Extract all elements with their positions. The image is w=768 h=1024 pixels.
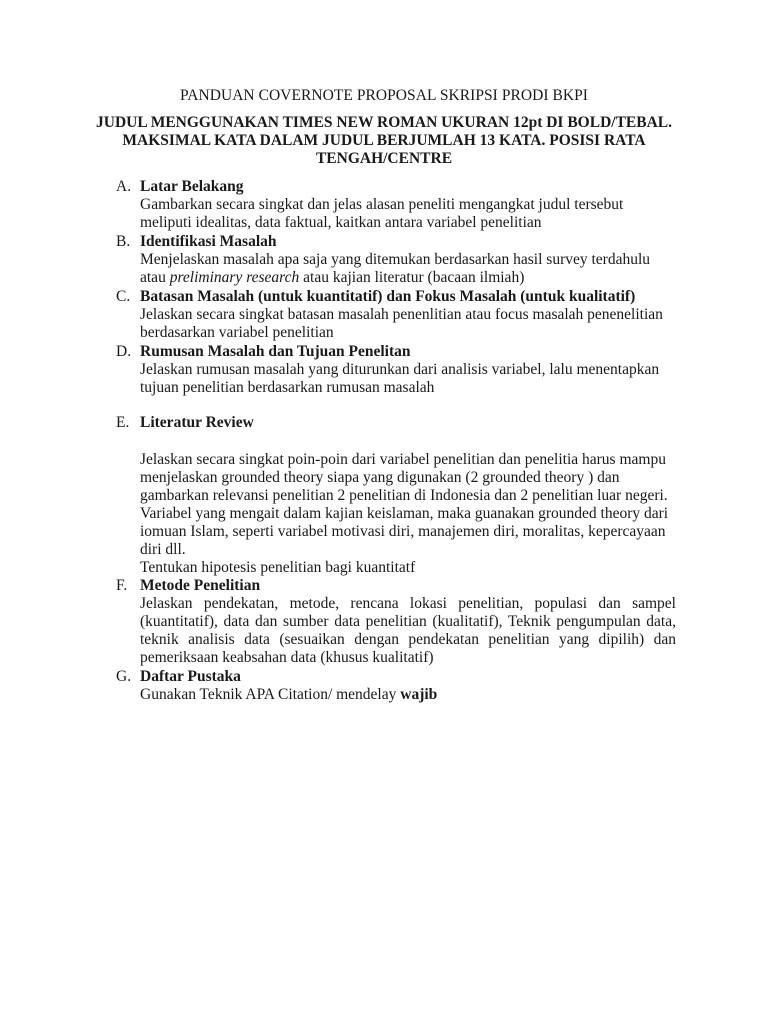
section-title: Literatur Review <box>140 414 254 431</box>
body-line: Jelaskan secara singkat poin-poin dari variabel penelitian dan penelitia harus mampu <box>140 451 666 468</box>
section-heading <box>116 343 716 361</box>
heading-line: TENGAH/CENTRE <box>315 150 453 167</box>
document-title: PANDUAN COVERNOTE PROPOSAL SKRIPSI PRODI BKPI <box>179 87 589 104</box>
heading-line: JUDUL MENGGUNAKAN TIMES NEW ROMAN UKURAN 12pt DI BOLD/TEBAL. <box>96 114 672 131</box>
section-heading <box>116 233 716 251</box>
section-letter: D. <box>116 343 132 360</box>
section-title: Latar Belakang <box>140 178 244 195</box>
section-letter: B. <box>116 233 131 250</box>
body-line: diri dll. <box>140 541 186 558</box>
body-line: berdasarkan variabel penelitian <box>140 324 334 341</box>
section-title: Batasan Masalah (untuk kuantitatif) dan Fokus Masalah (untuk kualitatif) <box>140 288 636 305</box>
body-line: Menjelaskan masalah apa saja yang ditemukan berdasarkan hasil survey terdahulu <box>140 251 651 268</box>
section-letter: E. <box>116 414 130 431</box>
section-title: Metode Penelitian <box>140 577 261 594</box>
section-body <box>140 595 676 667</box>
body-line: Jelaskan rumusan masalah yang diturunkan dari analisis variabel, lalu menentapkan <box>140 361 660 378</box>
section-body <box>140 251 676 287</box>
section-body <box>140 361 676 397</box>
body-line: Jelaskan secara singkat batasan masalah penenlitian atau focus masalah penenelitian <box>140 306 663 323</box>
section-body <box>140 306 676 342</box>
section-body <box>140 686 676 704</box>
section-title: Identifikasi Masalah <box>140 233 277 250</box>
body-line: menjelaskan grounded theory siapa yang digunakan (2 grounded theory ) dan <box>140 469 620 486</box>
body-text: atau <box>140 269 170 286</box>
body-line: pemeriksaan keabsahan data (khusus kualitatif) <box>140 649 434 666</box>
section-letter: G. <box>116 668 132 685</box>
section-heading <box>116 414 716 432</box>
document-heading <box>90 114 678 168</box>
body-line <box>140 269 676 287</box>
body-line: iomuan Islam, seperti variabel motivasi diri, manajemen diri, moralitas, kepercayaan <box>140 523 666 540</box>
body-line: Jelaskan pendekatan, metode, rencana lokasi penelitian, populasi dan sampel <box>140 595 676 612</box>
italic-term: preliminary research <box>169 269 300 286</box>
body-text: atau kajian literatur (bacaan ilmiah) <box>299 269 525 286</box>
section-heading <box>116 178 716 196</box>
body-line: Gambarkan secara singkat dan jelas alasan peneliti mengangkat judul tersebut <box>140 196 624 213</box>
bold-term: wajib <box>400 686 438 703</box>
section-letter: F. <box>116 577 128 594</box>
body-line <box>140 686 676 704</box>
section-heading <box>116 668 716 686</box>
section-heading <box>116 288 716 306</box>
section-letter: A. <box>116 178 132 195</box>
section-heading <box>116 577 716 595</box>
body-text: Gunakan Teknik APA Citation/ mendelay <box>140 686 401 703</box>
section-letter: C. <box>116 288 131 305</box>
section-title: Rumusan Masalah dan Tujuan Penelitan <box>140 343 411 360</box>
body-line: tujuan penelitian berdasarkan rumusan masalah <box>140 379 435 396</box>
body-line: Tentukan hipotesis penelitian bagi kuantitatf <box>140 559 416 576</box>
body-line: (kuantitatif), data dan sumber data penelitian (kualitatif), Teknik pengumpulan data, <box>140 613 676 630</box>
body-line: gambarkan relevansi penelitian 2 penelitian di Indonesia dan 2 penelitian luar negeri. <box>140 487 668 504</box>
section-title: Daftar Pustaka <box>140 668 241 685</box>
section-body <box>140 451 676 577</box>
body-line: teknik analisis data (sesuaikan dengan pendekatan penelitian yang dipilih) dan <box>140 631 676 648</box>
body-line: meliputi idealitas, data faktual, kaitkan antara variabel penelitian <box>140 214 542 231</box>
section-body <box>140 196 676 232</box>
heading-line: MAKSIMAL KATA DALAM JUDUL BERJUMLAH 13 KATA. POSISI RATA <box>122 132 646 149</box>
body-line: Variabel yang mengait dalam kajian keislaman, maka guanakan grounded theory dari <box>140 505 669 522</box>
